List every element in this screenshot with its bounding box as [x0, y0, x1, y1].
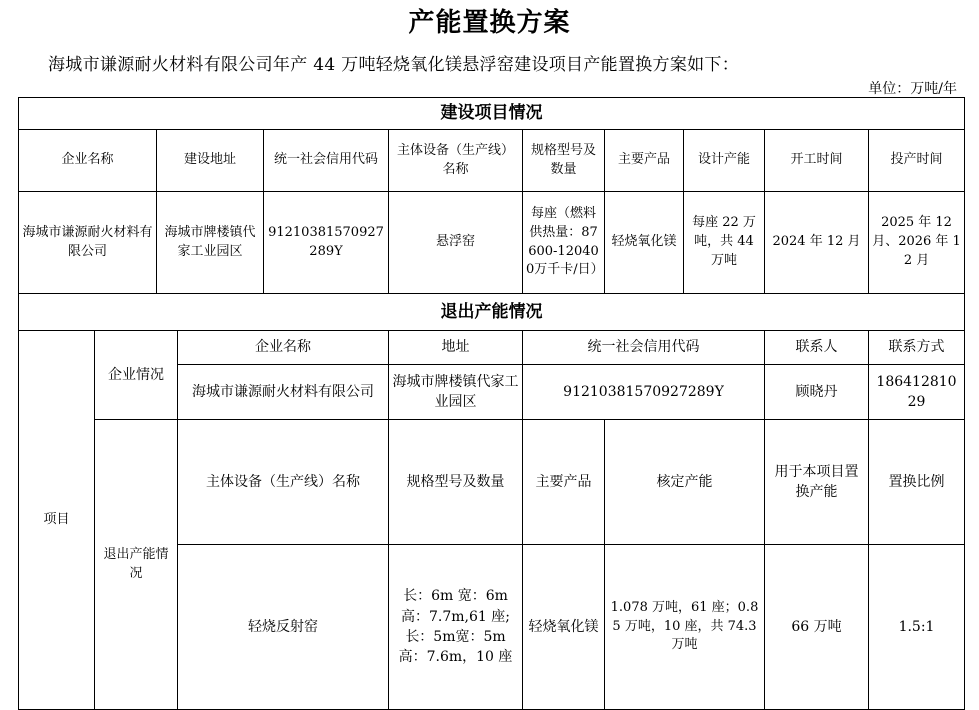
construction-spec: 每座（燃料供热量：87600-120400万千卡/日）	[523, 192, 605, 294]
header-capacity: 设计产能	[684, 130, 765, 192]
intro-text: 海城市谦源耐火材料有限公司年产 44 万吨轻烧氧化镁悬浮窑建设项目产能置换方案如下：	[48, 55, 740, 75]
exit-phone: 18641281029	[869, 365, 965, 420]
construction-start-time: 2024 年 12 月	[765, 192, 869, 294]
exit-company: 海城市谦源耐火材料有限公司	[178, 365, 389, 420]
header-credit-code: 统一社会信用代码	[264, 130, 389, 192]
exit-credit-code: 91210381570927289Y	[523, 365, 765, 420]
construction-equipment: 悬浮窑	[389, 192, 523, 294]
capacity-ratio: 1.5:1	[869, 544, 965, 709]
capacity-equipment: 轻烧反射窑	[178, 544, 389, 709]
exit-header-credit-code: 统一社会信用代码	[523, 331, 765, 365]
capacity-header-ratio: 置换比例	[869, 420, 965, 545]
header-company: 企业名称	[19, 130, 157, 192]
construction-section-title: 建设项目情况	[19, 98, 965, 130]
construction-capacity: 每座 22 万吨，共 44 万吨	[684, 192, 765, 294]
capacity-approved: 1.078 万吨，61 座；0.85 万吨，10 座，共 74.3万吨	[605, 544, 765, 709]
construction-credit-code: 91210381570927289Y	[264, 192, 389, 294]
page-title: 产能置换方案	[408, 8, 571, 38]
header-spec: 规格型号及数量	[523, 130, 605, 192]
construction-address: 海城市牌楼镇代家工业园区	[157, 192, 264, 294]
capacity-header-spec: 规格型号及数量	[389, 420, 523, 545]
capacity-header-used: 用于本项目置换产能	[765, 420, 869, 545]
exit-address: 海城市牌楼镇代家工业园区	[389, 365, 523, 420]
capacity-spec: 长：6m 宽：6m 高：7.7m,61 座;长：5m宽：5m 高：7.6m，10 座	[389, 544, 523, 709]
exit-header-contact: 联系人	[765, 331, 869, 365]
header-equipment: 主体设备（生产线）名称	[389, 130, 523, 192]
header-product: 主要产品	[605, 130, 684, 192]
header-start-time: 开工时间	[765, 130, 869, 192]
capacity-header-product: 主要产品	[523, 420, 605, 545]
exit-contact: 顾晓丹	[765, 365, 869, 420]
capacity-used: 66 万吨	[765, 544, 869, 709]
exit-section-title: 退出产能情况	[19, 294, 965, 331]
capacity-product: 轻烧氧化镁	[523, 544, 605, 709]
exit-header-address: 地址	[389, 331, 523, 365]
capacity-replacement-table	[18, 97, 965, 710]
capacity-label: 退出产能情况	[95, 420, 178, 710]
construction-company: 海城市谦源耐火材料有限公司	[19, 192, 157, 294]
construction-product: 轻烧氧化镁	[605, 192, 684, 294]
capacity-header-approved: 核定产能	[605, 420, 765, 545]
capacity-header-equipment: 主体设备（生产线）名称	[178, 420, 389, 545]
project-label: 项目	[19, 331, 95, 710]
header-production-time: 投产时间	[869, 130, 965, 192]
construction-production-time: 2025 年 12 月、2026 年 12 月	[869, 192, 965, 294]
enterprise-label: 企业情况	[95, 331, 178, 420]
unit-label: 单位：万吨/年	[868, 81, 957, 97]
header-address: 建设地址	[157, 130, 264, 192]
exit-header-phone: 联系方式	[869, 331, 965, 365]
exit-header-company: 企业名称	[178, 331, 389, 365]
